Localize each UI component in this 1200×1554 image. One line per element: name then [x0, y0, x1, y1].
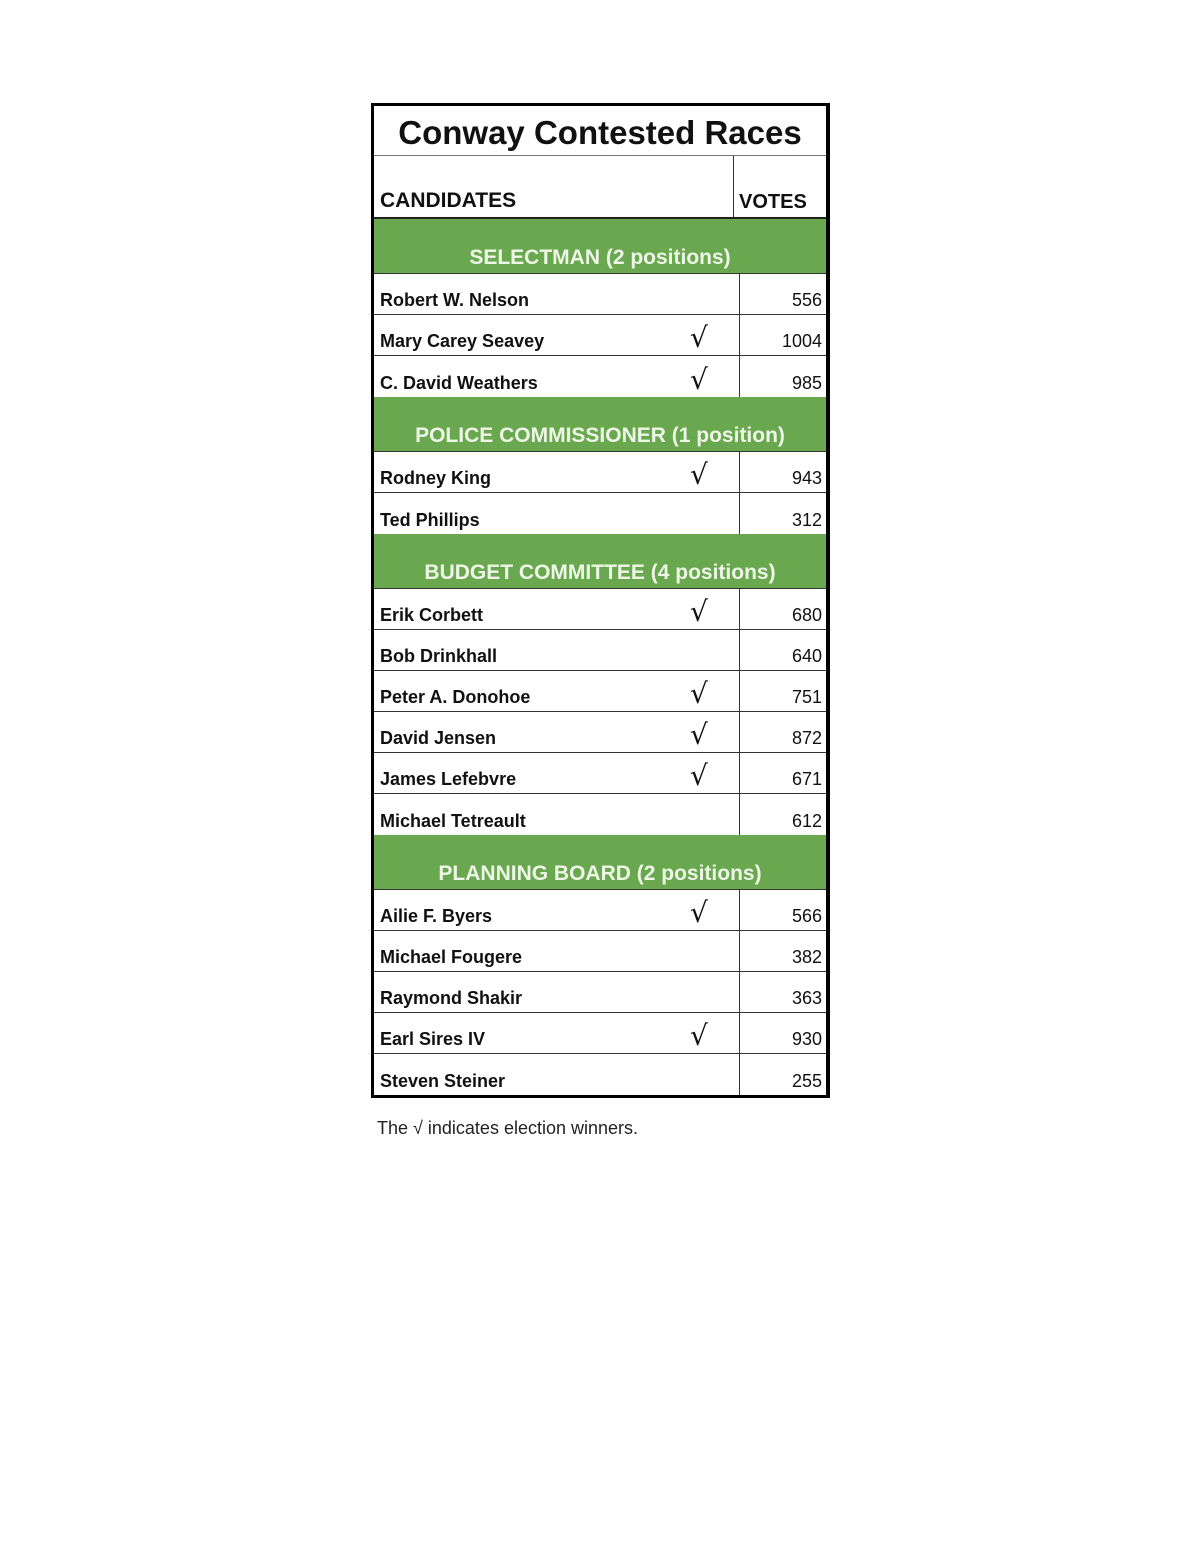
votes-cell: 930	[739, 1013, 826, 1053]
votes-cell: 612	[739, 794, 826, 835]
table-row	[374, 356, 826, 397]
section-rows	[374, 890, 826, 1095]
votes-cell: 751	[739, 671, 826, 711]
candidate-cell	[374, 671, 739, 711]
table-row	[374, 671, 826, 712]
table-row	[374, 1054, 826, 1095]
votes-cell: 382	[739, 931, 826, 971]
section-rows	[374, 589, 826, 835]
candidate-cell	[374, 356, 739, 397]
table-row	[374, 753, 826, 794]
table-row	[374, 274, 826, 315]
winner-check-icon: √	[690, 1019, 708, 1052]
section-header: POLICE COMMISSIONER (1 position)	[374, 397, 826, 452]
winner-check-icon: √	[690, 363, 708, 396]
candidate-name: Mary Carey Seavey	[380, 331, 545, 351]
candidate-cell	[374, 274, 739, 314]
votes-cell: 985	[739, 356, 826, 397]
winner-check-icon: √	[690, 718, 708, 751]
votes-cell: 312	[739, 493, 826, 534]
candidate-cell	[374, 972, 739, 1012]
table-row	[374, 452, 826, 493]
votes-cell: 680	[739, 589, 826, 629]
votes-cell: 872	[739, 712, 826, 752]
candidate-name: C. David Weathers	[380, 373, 538, 393]
winner-check-icon: √	[690, 896, 708, 929]
section-header: BUDGET COMMITTEE (4 positions)	[374, 534, 826, 589]
table-row	[374, 630, 826, 671]
table-row	[374, 712, 826, 753]
votes-cell: 255	[739, 1054, 826, 1095]
candidate-name: Michael Tetreault	[380, 811, 526, 831]
table-row	[374, 972, 826, 1013]
votes-cell: 363	[739, 972, 826, 1012]
candidate-name: Robert W. Nelson	[380, 290, 530, 310]
candidate-name: Raymond Shakir	[380, 988, 523, 1008]
candidate-name: David Jensen	[380, 728, 497, 748]
candidate-cell	[374, 452, 739, 492]
winner-check-icon: √	[690, 458, 708, 491]
candidate-cell	[374, 589, 739, 629]
candidate-name: Bob Drinkhall	[380, 646, 498, 666]
candidates-header: CANDIDATES	[380, 189, 517, 212]
candidate-name: Peter A. Donohoe	[380, 687, 531, 707]
table-body	[374, 219, 826, 1095]
candidate-cell	[374, 712, 739, 752]
candidate-name: Michael Fougere	[380, 947, 523, 967]
section-header: PLANNING BOARD (2 positions)	[374, 835, 826, 890]
candidate-name: Steven Steiner	[380, 1071, 506, 1091]
results-table	[371, 103, 830, 1098]
section-rows	[374, 274, 826, 397]
candidate-cell	[374, 630, 739, 670]
column-headers	[374, 156, 826, 219]
section-header: SELECTMAN (2 positions)	[374, 219, 826, 274]
footnote: The √ indicates election winners.	[377, 1118, 639, 1138]
candidate-cell	[374, 753, 739, 793]
candidate-cell	[374, 1054, 739, 1095]
table-row	[374, 315, 826, 356]
candidate-name: Rodney King	[380, 468, 491, 488]
table-title: Conway Contested Races	[374, 106, 826, 156]
candidate-cell	[374, 794, 739, 835]
winner-check-icon: √	[690, 677, 708, 710]
candidate-name: Ailie F. Byers	[380, 906, 493, 926]
votes-cell: 943	[739, 452, 826, 492]
candidate-cell	[374, 890, 739, 930]
winner-check-icon: √	[690, 759, 708, 792]
candidate-cell	[374, 315, 739, 355]
table-row	[374, 493, 826, 534]
winner-check-icon: √	[690, 321, 708, 354]
table-row	[374, 1013, 826, 1054]
votes-cell: 671	[739, 753, 826, 793]
candidate-cell	[374, 931, 739, 971]
candidate-name: James Lefebvre	[380, 769, 517, 789]
table-row	[374, 794, 826, 835]
candidate-cell	[374, 493, 739, 534]
section-rows	[374, 452, 826, 534]
votes-cell: 556	[739, 274, 826, 314]
candidate-name: Erik Corbett	[380, 605, 484, 625]
votes-cell: 1004	[739, 315, 826, 355]
candidate-name: Earl Sires IV	[380, 1029, 486, 1049]
candidate-cell	[374, 1013, 739, 1053]
candidate-name: Ted Phillips	[380, 510, 480, 530]
votes-header: VOTES	[733, 156, 826, 217]
votes-cell: 640	[739, 630, 826, 670]
table-row	[374, 931, 826, 972]
winner-check-icon: √	[690, 595, 708, 628]
votes-cell: 566	[739, 890, 826, 930]
table-row	[374, 589, 826, 630]
table-row	[374, 890, 826, 931]
